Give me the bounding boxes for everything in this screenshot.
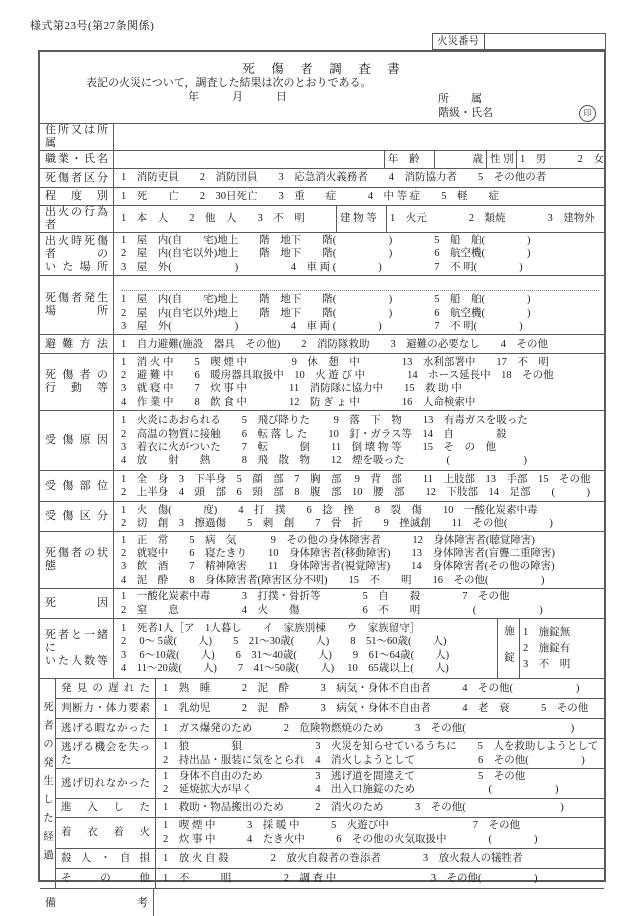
row-remarks xyxy=(40,888,604,916)
form-number: 様式第23号(第27条関係) xyxy=(30,20,155,32)
location-at-fire-line: 1 屋 内(自 宅)地上 階 地下 階( ) 5 船 舶( ) xyxy=(121,235,531,246)
row-judgment-factor xyxy=(56,698,604,718)
lost-chance-label: 逃げる機会を失った xyxy=(61,741,150,766)
age-unit: 歳 xyxy=(472,153,483,165)
companions-label-2: いた人数等 xyxy=(45,655,108,668)
evacuation-label: 避難方法 xyxy=(45,337,108,350)
judgment-options: 1 乳幼児 2 泥 酔 3 病気・身体不自由者 4 老 衰 5 その他 xyxy=(163,703,589,715)
degree-label: 程度別 xyxy=(45,190,108,202)
location-at-fire-line: 3 屋 外( ) 4 車 両 ( ) 7 不 明( ) xyxy=(121,261,523,273)
entered-options: 1 救助・物品搬出のため 2 消火のため 3 その他( ) xyxy=(163,802,564,814)
condition-line: 3 飲 酒 7 精神障害 11 身体障害者(視覚障害) 14 身体障害者(その他の障害) xyxy=(121,561,555,573)
lock-option: 2 施錠有 xyxy=(523,642,571,654)
action-line: 3 就 寝 中 7 炊 事 中 11 消防隊に協力中 15 救 助 中 xyxy=(121,383,462,395)
form-title: 死 傷 者 調 査 書 xyxy=(242,62,402,76)
action-label-2: 行動等 xyxy=(45,382,108,395)
location-at-fire-label-1: 出火時死傷者の xyxy=(45,234,108,260)
murder-label: 殺人・自損 xyxy=(61,852,150,864)
rank-name-label: 階級・氏名 xyxy=(438,107,493,119)
age-label: 年 齢 xyxy=(388,153,420,165)
injury-class-line: 2 切 創 3 擦過傷 5 刺 創 7 骨 折 9 挫滅創 11 その他( ) xyxy=(121,517,553,529)
process-other-options: 1 不 明 2 調 査 中 3 その他( ) xyxy=(163,872,538,884)
address-label: 住所又は所属 xyxy=(45,124,108,149)
entered-label: 進入した xyxy=(61,802,150,814)
row-location-at-fire xyxy=(40,232,604,275)
body-part-label: 受傷部位 xyxy=(45,479,108,492)
action-line: 1 消 火 中 5 喫 煙 中 9 休 憩 中 13 水利部署中 17 不 明 xyxy=(121,356,549,368)
occupation-name-value[interactable] xyxy=(114,151,384,168)
action-label-1: 死傷者の xyxy=(45,369,108,382)
lock-label: 施錠 xyxy=(503,625,514,679)
building-label: 建 物 等 xyxy=(340,213,377,225)
actor-options: 1 本 人 2 他 人 3 不 明 xyxy=(121,213,305,225)
row-casualty-category xyxy=(40,168,604,187)
location-at-fire-line: 2 屋 内(自宅以外)地上 階 地下 階( ) 6 航空機( ) xyxy=(121,248,531,260)
fire-number-value[interactable] xyxy=(485,34,605,49)
category-options: 1 消防吏員 2 消防団員 3 応急消火義務者 4 消防協力者 5 その他の者 xyxy=(121,172,547,184)
condition-line: 1 正 常 5 病 気 9 その他の身体障害者 12 身体障害者(聴覚障害) xyxy=(121,534,535,546)
injury-cause-line: 2 高温の物質に接触 6 転 落 し た 10 釘・ガラス等 14 自 殺 xyxy=(121,428,507,440)
fire-number-label: 火災番号 xyxy=(433,34,485,49)
injury-cause-line: 3 着衣に火がついた 7 転 倒 11 倒 壊 物 等 15 そ の 他 xyxy=(121,441,496,453)
location-occurred-line: 2 屋 内(自宅以外)地上 階 地下 階( ) 6 航空機( ) xyxy=(121,307,531,319)
row-condition xyxy=(40,531,604,588)
companions-label-1: 死者と一緒に xyxy=(45,629,108,655)
lost-chance-line: 1 狼 狽 3 火災を知らせているうちに 5 人を救助しようとして xyxy=(163,741,599,753)
no-time-label: 逃げる暇なかった xyxy=(61,723,150,735)
injury-class-line: 1 火 傷( 度) 4 打 撲 6 捻 挫 8 裂 傷 10 一酸化炭素中毒 xyxy=(121,504,538,516)
clothing-fire-line: 2 炊 事 中 4 たき火中 6 その他の火気取扱中 ( ) xyxy=(163,833,538,845)
companions-line: 4 11～20歳( 人) 7 41～50歳( 人) 10 65歳以上( 人) xyxy=(121,663,449,675)
seal-icon: 印 xyxy=(579,105,596,122)
death-process-section-label: 死者の発生した経過 xyxy=(42,701,53,868)
row-injury-class xyxy=(40,501,604,531)
action-line: 2 避 難 中 6 暖房器具取扱中 10 火 遊 び 中 14 ホース延長中 18 その他 xyxy=(121,370,554,382)
building-options: 1 火元 2 類焼 3 建物外 xyxy=(390,213,595,225)
body-part-line: 2 上半身 4 頭 部 6 頸 部 8 腹 部 10 腰 部 12 下肢部 14 足部 ( ) xyxy=(121,487,590,499)
murder-options: 1 放 火 自 殺 2 放火自殺者の巻添者 3 放火殺人の犠牲者 xyxy=(163,852,523,864)
occupation-label: 職業・氏名 xyxy=(45,153,108,165)
injury-cause-line: 1 火炎にあおられる 5 飛び降りた 9 落 下 物 13 有毒ガスを吸った xyxy=(121,415,528,427)
row-discovery-delay xyxy=(56,679,604,698)
row-could-not-escape xyxy=(56,768,604,798)
death-cause-line: 2 窒 息 4 火 傷 6 不 明 ( ) xyxy=(121,604,543,616)
intro-text: 表記の火災について，調査した結果は次のとおりである。 xyxy=(86,77,372,89)
row-evacuation-method xyxy=(40,334,604,353)
row-address xyxy=(40,123,604,150)
row-process-other xyxy=(56,868,604,888)
condition-line: 2 就寝中 6 寝たきり 10 身体障害者(移動障害) 13 身体障害者(盲聾二重障害) xyxy=(121,548,555,560)
row-companions xyxy=(40,618,604,678)
row-location-occurred xyxy=(40,275,604,334)
discovery-label: 発見の遅れた xyxy=(61,683,150,695)
sex-label: 性 別 xyxy=(490,153,514,165)
row-body-part xyxy=(40,470,604,501)
degree-options: 1 死 亡 2 30日死亡 3 重 症 4 中 等 症 5 軽 症 xyxy=(121,190,499,202)
row-injury-cause xyxy=(40,410,604,470)
companions-line: 1 死者1人［ア 1人暮し イ 家族別棟 ウ 家族留守］ xyxy=(121,622,421,634)
process-other-label: その他 xyxy=(61,872,150,884)
row-death-cause xyxy=(40,588,604,618)
remarks-label: 備考 xyxy=(45,896,148,909)
signature-block xyxy=(438,92,493,120)
injury-cause-line: 4 放 射 熱 8 飛 散 物 12 煙を吸った ( ) xyxy=(121,455,527,467)
lock-option: 1 施錠無 xyxy=(523,626,571,638)
sex-options: 1 男 2 女 xyxy=(520,153,604,165)
dotted-separator xyxy=(121,290,599,291)
clothing-fire-label: 着衣着火 xyxy=(61,827,150,839)
companions-line: 2 0～ 5歳( 人) 5 21～30歳( 人) 8 51～60歳( 人) xyxy=(121,636,447,648)
row-fire-actor xyxy=(40,205,604,232)
lost-chance-line: 2 持出品・服装に気をとられ 4 消火しようとして 6 その他( ) xyxy=(163,754,585,766)
row-entered xyxy=(56,798,604,817)
title-block xyxy=(40,52,604,123)
write-in-space[interactable] xyxy=(121,278,601,289)
injury-cause-label: 受傷原因 xyxy=(45,434,108,447)
discovery-options: 1 熟 睡 2 泥 酔 3 病気・身体不自由者 4 その他( ) xyxy=(163,683,580,695)
section-death-process xyxy=(40,678,604,888)
remarks-value[interactable] xyxy=(154,889,604,916)
row-clothing-fire xyxy=(56,817,604,848)
companions-line: 3 6～10歳( 人) 6 31～40歳( 人) 9 61～64歳( 人) xyxy=(121,649,450,661)
location-occurred-line: 1 屋 内(自 宅)地上 階 地下 階( ) 5 船 舶( ) xyxy=(121,294,531,306)
location-occurred-label: 死傷者発生場所 xyxy=(45,292,108,318)
age-value-cell[interactable] xyxy=(434,151,486,168)
could-not-escape-line: 2 延焼拡大が早く 4 出入口施錠のため ( ) xyxy=(163,784,559,796)
fire-number-box xyxy=(432,33,606,50)
form-body xyxy=(38,50,606,909)
condition-label: 死傷者の状態 xyxy=(45,547,108,573)
actor-label: 出火の行為者 xyxy=(45,206,108,231)
condition-line: 4 泥 酔 8 身体障害者(障害区分不明) 15 不 明 16 その他( ) xyxy=(121,574,545,586)
clothing-fire-line: 1 喫 煙 中 3 採 暖 中 5 火遊び中 7 その他 xyxy=(163,820,520,832)
location-occurred-line: 3 屋 外( ) 4 車 両 ( ) 7 不 明( ) xyxy=(121,321,523,333)
judgment-label: 判断力・体力要素 xyxy=(61,703,150,715)
row-lost-escape-chance xyxy=(56,738,604,768)
location-at-fire-label-2: いた場所 xyxy=(45,260,108,273)
no-time-options: 1 ガス爆発のため 2 危険物燃焼のため 3 その他( ) xyxy=(163,723,575,735)
body-part-line: 1 全 身 3 下半身 5 顔 部 7 胸 部 9 背 部 11 上肢部 13 手部 15 その他 xyxy=(121,474,591,486)
affiliation-label: 所 属 xyxy=(438,93,482,105)
evacuation-options: 1 自力避難(施設 器具 その他) 2 消防隊救助 3 避難の必要なし 4 その他 xyxy=(121,338,548,350)
action-line: 4 作 業 中 8 飲 食 中 12 防 ぎ ょ 中 16 人命検索中 xyxy=(121,396,476,408)
lock-option: 3 不 明 xyxy=(523,658,571,670)
row-degree xyxy=(40,187,604,205)
could-not-escape-line: 1 身体不自由のため 3 逃げ道を間違えて 5 その他 xyxy=(163,771,526,783)
could-not-escape-label: 逃げ切れなかった xyxy=(61,777,150,789)
death-cause-line: 1 一酸化炭素中毒 3 打撲・骨折等 5 自 殺 7 その他 xyxy=(121,591,510,603)
date-line: 年 月 日 xyxy=(188,91,287,103)
address-value[interactable] xyxy=(114,124,604,150)
death-cause-label: 死因 xyxy=(45,597,108,610)
injury-class-label: 受傷区分 xyxy=(45,510,108,523)
row-occupation-name xyxy=(40,150,604,168)
row-murder-self-harm xyxy=(56,848,604,868)
category-label: 死傷者区分 xyxy=(45,171,108,184)
row-casualty-action xyxy=(40,353,604,410)
row-no-time-to-escape xyxy=(56,718,604,738)
